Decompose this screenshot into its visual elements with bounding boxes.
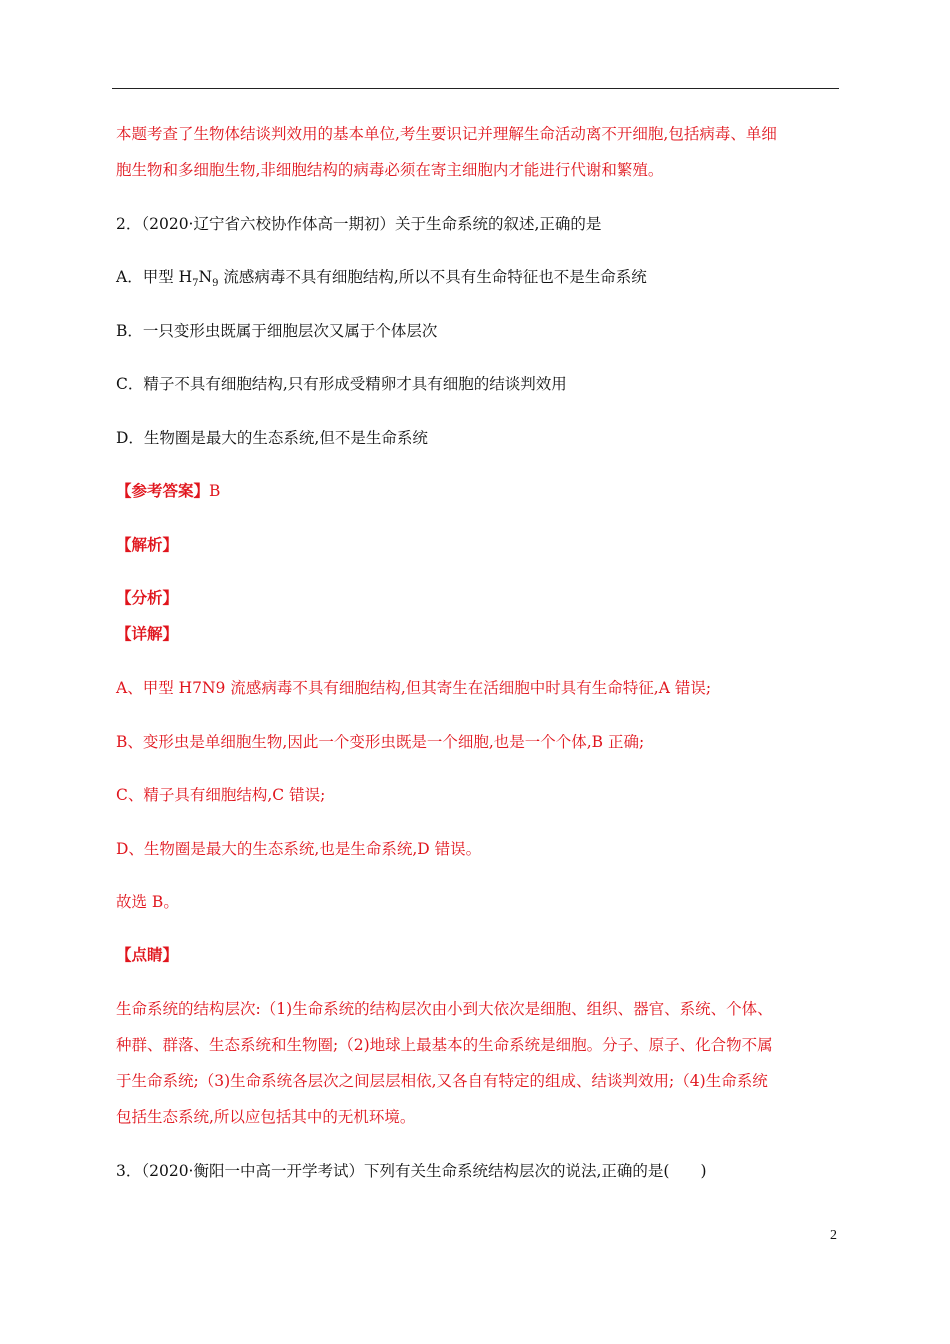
dianjing-heading: 【点睛】: [116, 945, 179, 964]
detail-d: D、生物圈是最大的生态系统,也是生命系统,D 错误。: [116, 840, 482, 858]
option-d: D．生物圈是最大的生态系统,但不是生命系统: [116, 429, 428, 447]
page-number: 2: [830, 1228, 837, 1243]
answer-value: B: [209, 482, 221, 500]
intro-line-2: 胞生物和多细胞生物,非细胞结构的病毒必须在寄主细胞内才能进行代谢和繁殖。: [116, 161, 664, 179]
option-b: B．一只变形虫既属于细胞层次又属于个体层次: [116, 322, 438, 340]
answer-line: [116, 480, 838, 502]
option-a-subscript-2: 9: [212, 278, 219, 290]
note-line-2: 种群、群落、生态系统和生物圈;（2)地球上最基本的生命系统是细胞。分子、原子、化合物不属: [116, 1036, 773, 1054]
option-a: [116, 266, 838, 288]
jiexi-heading: 【解析】: [116, 535, 179, 554]
option-a-prefix: A．甲型 H: [116, 268, 193, 286]
xiangjie-heading: 【详解】: [116, 624, 179, 643]
fenxi-heading: 【分析】: [116, 588, 179, 607]
header-rule: [112, 88, 839, 89]
question-2-stem: 2．（2020·辽宁省六校协作体高一期初）关于生命系统的叙述,正确的是: [116, 215, 602, 233]
question-3-stem: 3．（2020·衡阳一中高一开学考试）下列有关生命系统结构层次的说法,正确的是( ): [116, 1162, 707, 1180]
option-a-text: 流感病毒不具有细胞结构,所以不具有生命特征也不是生命系统: [218, 268, 647, 286]
detail-b: B、变形虫是单细胞生物,因此一个变形虫既是一个细胞,也是一个个体,B 正确;: [116, 733, 645, 751]
note-line-4: 包括生态系统,所以应包括其中的无机环境。: [116, 1108, 416, 1126]
answer-label: 【参考答案】: [116, 481, 210, 500]
conclusion: 故选 B。: [116, 893, 179, 911]
intro-line-1: 本题考查了生物体结谈判效用的基本单位,考生要识记并理解生命活动离不开细胞,包括病毒、单细: [116, 125, 777, 143]
option-a-subscript-1: 7: [192, 278, 199, 290]
detail-c: C、精子具有细胞结构,C 错误;: [116, 786, 326, 804]
note-line-3: 于生命系统;（3)生命系统各层次之间层层相依,又各自有特定的组成、结谈判效用;（4)生命系统: [116, 1072, 768, 1090]
detail-a: A、甲型 H7N9 流感病毒不具有细胞结构,但其寄生在活细胞中时具有生命特征,A 错误;: [116, 679, 712, 697]
option-a-mid: N: [198, 268, 213, 286]
option-c: C．精子不具有细胞结构,只有形成受精卵才具有细胞的结谈判效用: [116, 375, 567, 393]
note-line-1: 生命系统的结构层次:（1)生命系统的结构层次由小到大依次是细胞、组织、器官、系统、个体、: [116, 1000, 773, 1018]
